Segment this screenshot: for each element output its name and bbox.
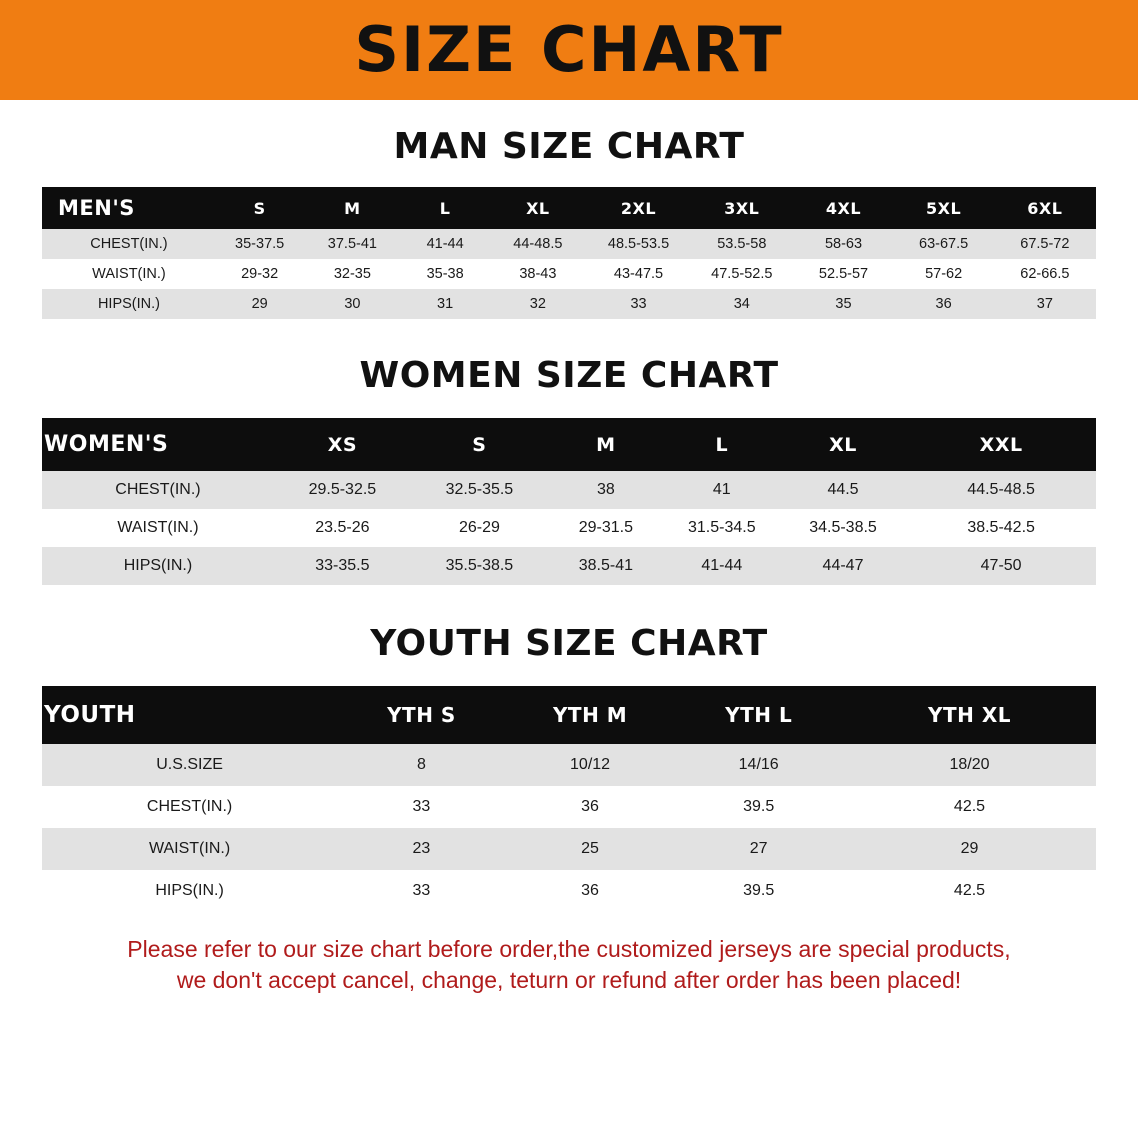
table-cell: 48.5-53.5 (587, 229, 690, 259)
table-cell: 29 (216, 289, 303, 319)
table-cell: 47-50 (906, 547, 1096, 585)
man-table-header-row (42, 187, 1096, 229)
women-table-wrap (42, 418, 1096, 585)
table-cell: 18/20 (843, 744, 1096, 786)
table-cell: 23 (337, 828, 506, 870)
man-table-wrap (42, 187, 1096, 319)
table-cell: 36 (894, 289, 994, 319)
table-cell: 33-35.5 (274, 547, 411, 585)
table-row (42, 786, 1096, 828)
table-cell: 32.5-35.5 (411, 471, 548, 509)
table-cell: 29-32 (216, 259, 303, 289)
row-label: WAIST(IN.) (42, 509, 274, 547)
table-cell: 63-67.5 (894, 229, 994, 259)
table-row (42, 229, 1096, 259)
table-cell: 43-47.5 (587, 259, 690, 289)
table-cell: 34.5-38.5 (780, 509, 906, 547)
page-title: SIZE CHART (354, 13, 784, 86)
man-header-cell: MEN'S (58, 196, 135, 220)
table-cell: 38-43 (489, 259, 587, 289)
table-cell: 37 (994, 289, 1096, 319)
header-banner (0, 0, 1138, 100)
women-header-cell: XXL (979, 433, 1023, 456)
youth-table-wrap (42, 686, 1096, 912)
table-cell: 47.5-52.5 (690, 259, 793, 289)
women-header-cell: XL (829, 433, 857, 456)
youth-header-cell: YTH L (725, 703, 793, 727)
youth-header-cell: YOUTH (44, 702, 136, 728)
table-cell: 41 (664, 471, 780, 509)
man-header-cell: S (253, 198, 266, 218)
table-cell: 39.5 (674, 870, 843, 912)
table-cell: 53.5-58 (690, 229, 793, 259)
table-cell: 36 (506, 870, 675, 912)
women-section-title: WOMEN SIZE CHART (359, 355, 779, 396)
youth-header-cell: YTH XL (928, 703, 1011, 727)
table-cell: 52.5-57 (793, 259, 893, 289)
table-row (42, 547, 1096, 585)
man-size-table (42, 187, 1096, 319)
table-cell: 44-47 (780, 547, 906, 585)
table-cell: 30 (303, 289, 401, 319)
table-cell: 29.5-32.5 (274, 471, 411, 509)
table-cell: 41-44 (401, 229, 488, 259)
table-cell: 33 (587, 289, 690, 319)
table-row (42, 828, 1096, 870)
row-label: HIPS(IN.) (42, 870, 337, 912)
table-cell: 8 (337, 744, 506, 786)
table-row (42, 744, 1096, 786)
table-cell: 31 (401, 289, 488, 319)
man-header-cell: 6XL (1027, 198, 1063, 218)
row-label: WAIST(IN.) (42, 259, 216, 289)
man-section-title: MAN SIZE CHART (393, 126, 745, 167)
table-row (42, 509, 1096, 547)
table-cell: 31.5-34.5 (664, 509, 780, 547)
table-row (42, 870, 1096, 912)
table-cell: 35-38 (401, 259, 488, 289)
row-label: WAIST(IN.) (42, 828, 337, 870)
women-table-header-row (42, 418, 1096, 471)
man-header-cell: M (344, 198, 361, 218)
table-cell: 35.5-38.5 (411, 547, 548, 585)
row-label: CHEST(IN.) (42, 229, 216, 259)
table-cell: 25 (506, 828, 675, 870)
table-cell: 27 (674, 828, 843, 870)
table-cell: 33 (337, 786, 506, 828)
table-cell: 29 (843, 828, 1096, 870)
table-cell: 32 (489, 289, 587, 319)
table-cell: 36 (506, 786, 675, 828)
table-cell: 38.5-42.5 (906, 509, 1096, 547)
row-label: HIPS(IN.) (42, 547, 274, 585)
row-label: HIPS(IN.) (42, 289, 216, 319)
table-cell: 26-29 (411, 509, 548, 547)
disclaimer-line-1: Please refer to our size chart before order,the customized jerseys are special products, (127, 936, 1011, 962)
table-cell: 67.5-72 (994, 229, 1096, 259)
youth-size-table (42, 686, 1096, 912)
table-cell: 38 (548, 471, 664, 509)
youth-header-cell: YTH S (387, 703, 456, 727)
table-cell: 14/16 (674, 744, 843, 786)
table-cell: 42.5 (843, 870, 1096, 912)
table-cell: 42.5 (843, 786, 1096, 828)
man-header-cell: 2XL (620, 198, 657, 218)
table-cell: 35 (793, 289, 893, 319)
row-label: CHEST(IN.) (42, 471, 274, 509)
table-cell: 29-31.5 (548, 509, 664, 547)
table-cell: 62-66.5 (994, 259, 1096, 289)
youth-table-header-row (42, 686, 1096, 744)
table-cell: 23.5-26 (274, 509, 411, 547)
table-cell: 37.5-41 (303, 229, 401, 259)
table-cell: 35-37.5 (216, 229, 303, 259)
women-header-cell: WOMEN'S (44, 432, 169, 457)
women-header-cell: XS (327, 433, 358, 456)
table-cell: 44.5-48.5 (906, 471, 1096, 509)
table-cell: 34 (690, 289, 793, 319)
women-header-cell: L (715, 433, 729, 456)
row-label: CHEST(IN.) (42, 786, 337, 828)
disclaimer-line-2: we don't accept cancel, change, teturn or refund after order has been placed! (176, 967, 962, 994)
table-cell: 32-35 (303, 259, 401, 289)
table-cell: 41-44 (664, 547, 780, 585)
table-cell: 57-62 (894, 259, 994, 289)
table-row (42, 289, 1096, 319)
table-row (42, 471, 1096, 509)
man-header-cell: 5XL (926, 198, 962, 218)
table-cell: 44-48.5 (489, 229, 587, 259)
table-cell: 44.5 (780, 471, 906, 509)
row-label: U.S.SIZE (42, 744, 337, 786)
man-header-cell: 4XL (825, 198, 862, 218)
disclaimer-note (40, 934, 1098, 996)
table-cell: 10/12 (506, 744, 675, 786)
man-header-cell: XL (526, 198, 550, 218)
youth-section-title: YOUTH SIZE CHART (370, 623, 768, 664)
women-header-cell: S (472, 433, 487, 456)
man-header-cell: L (439, 198, 451, 218)
table-cell: 39.5 (674, 786, 843, 828)
women-size-table (42, 418, 1096, 585)
table-row (42, 259, 1096, 289)
table-cell: 33 (337, 870, 506, 912)
youth-header-cell: YTH M (552, 703, 628, 727)
women-header-cell: M (596, 433, 616, 456)
table-cell: 38.5-41 (548, 547, 664, 585)
man-header-cell: 3XL (724, 198, 760, 218)
table-cell: 58-63 (793, 229, 893, 259)
